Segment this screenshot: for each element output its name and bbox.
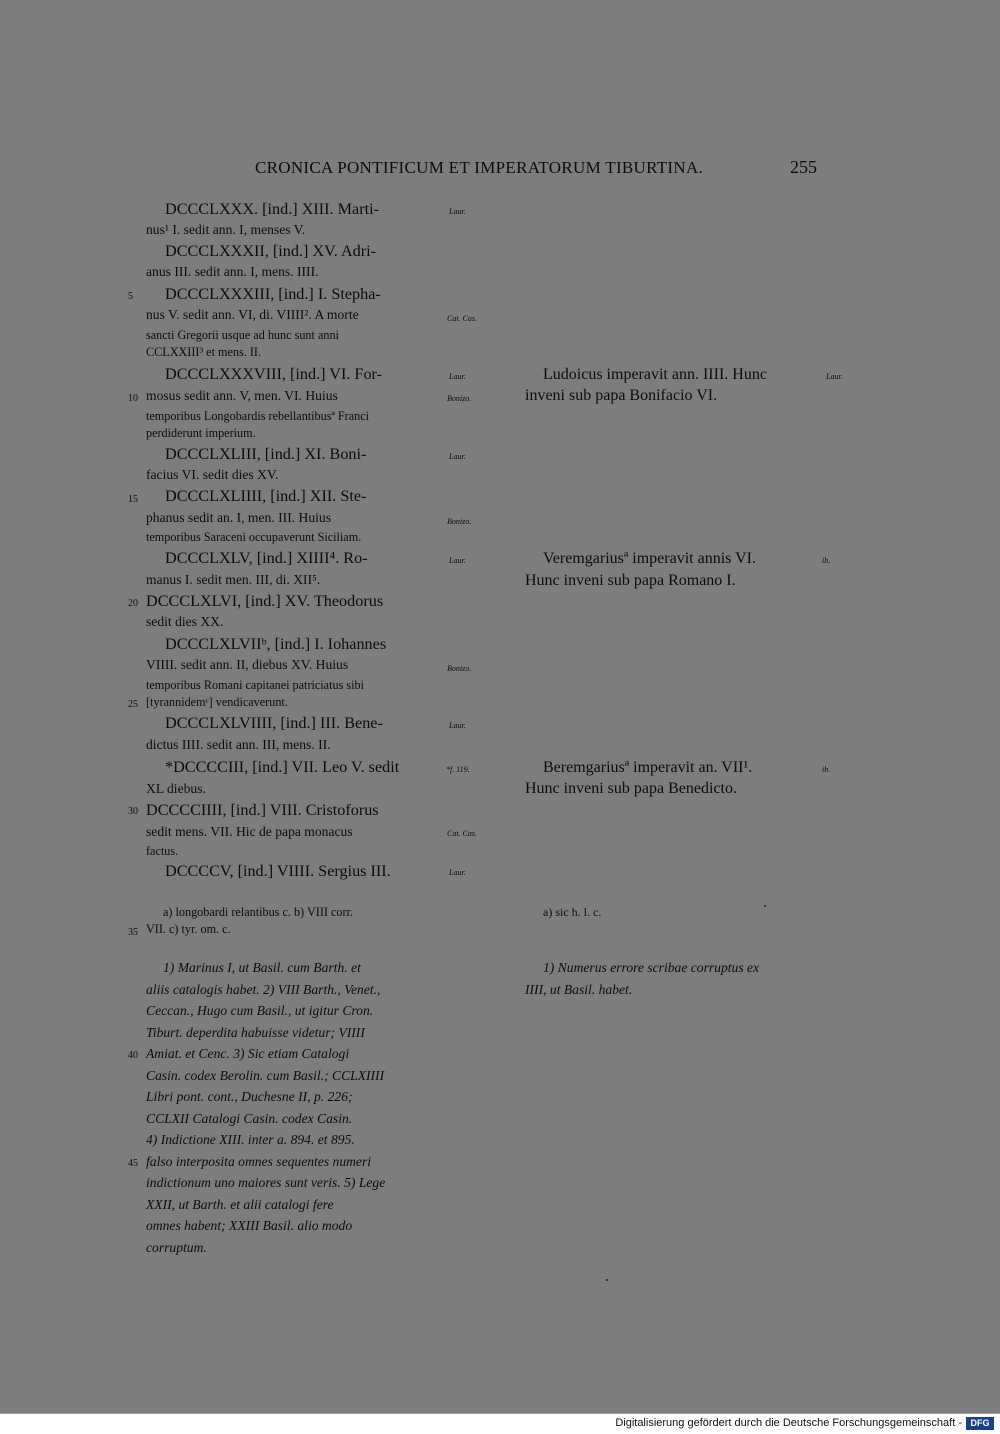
text-line: manus I. sedit men. III, di. XII⁵.	[146, 572, 321, 587]
text-line: phanus sedit an. I, men. III. Huius	[146, 510, 331, 525]
text-line: nus¹ I. sedit ann. I, menses V.	[146, 222, 306, 237]
text-line: mosus sedit ann. V, men. VI. Huius	[146, 388, 338, 403]
text-line: facius VI. sedit dies XV.	[146, 467, 279, 482]
footnote-line: corruptum.	[146, 1240, 207, 1255]
text-line: DCCCLXLVIIᵇ, [ind.] I. Iohannes	[165, 635, 387, 653]
text-line: DCCCLXXX. [ind.] XIII. Marti-	[165, 200, 380, 218]
line-number: 5	[128, 291, 133, 302]
text-line: sancti Gregorii usque ad hunc sunt anni	[146, 328, 339, 342]
footnote-line: Casin. codex Berolin. cum Basil.; CCLXIIII	[146, 1068, 385, 1083]
right-text-line: Hunc inveni sub papa Romano I.	[525, 572, 736, 589]
text-line: CCLXXIII³ et mens. II.	[146, 345, 262, 359]
text-line: DCCCLXLIII, [ind.] XI. Boni-	[165, 445, 367, 463]
variant-note: a) sic h. l. c.	[543, 905, 602, 919]
footnote-line: CCLXII Catalogi Casin. codex Casin.	[146, 1111, 353, 1126]
text-line: DCCCLXLV, [ind.] XIIII⁴. Ro-	[165, 549, 368, 567]
text-line: temporibus Romani capitanei patriciatus sibi	[146, 678, 364, 692]
footnote-line: Ceccan., Hugo cum Basil., ut igitur Cron.	[146, 1003, 374, 1018]
footnote-line: falso interposita omnes sequentes numeri	[146, 1154, 372, 1169]
footnote-line: 1) Numerus errore scribae corruptus ex	[543, 960, 760, 975]
text-line: temporibus Saraceni occupaverunt Siciliam.	[146, 530, 362, 544]
margin-source: Laur.	[449, 868, 466, 877]
footnote-line: omnes habent; XXIII Basil. alio modo	[146, 1218, 353, 1233]
right-text-line: Ludoicus imperavit ann. IIII. Hunc	[543, 366, 767, 383]
footnote-line: aliis catalogis habet. 2) VIII Barth., Venet.,	[146, 982, 381, 997]
right-text-line: inveni sub papa Bonifacio VI.	[525, 387, 718, 404]
text-line: DCCCLXLIIII, [ind.] XII. Ste-	[165, 487, 367, 505]
margin-source: Bonizo.	[447, 664, 472, 673]
text-line: sedit dies XX.	[146, 614, 224, 629]
line-number: 25	[128, 699, 138, 710]
footnote-line: 4) Indictione XIII. inter a. 894. et 895.	[146, 1132, 355, 1147]
text-line: temporibus Longobardis rebellantibusª Franci	[146, 409, 370, 423]
scan-speck	[764, 905, 766, 907]
right-text-line: Hunc inveni sub papa Benedicto.	[525, 780, 737, 797]
line-number: 40	[128, 1050, 138, 1061]
scan-speck	[606, 1279, 608, 1281]
variant-note: VII. c) tyr. om. c.	[146, 922, 231, 936]
dfg-logo[interactable]: DFG	[966, 1417, 994, 1430]
margin-source: Laur.	[449, 207, 466, 216]
margin-source: Cat. Cas.	[447, 829, 478, 838]
margin-source: Cat. Cas.	[447, 314, 478, 323]
text-line: XL diebus.	[146, 781, 206, 796]
text-line: nus V. sedit ann. VI, di. VIIII². A morte	[146, 307, 359, 322]
margin-source: Bonizo.	[447, 394, 472, 403]
margin-source: Laur.	[449, 372, 466, 381]
footer-bar	[0, 1413, 1000, 1434]
text-line: dictus IIII. sedit ann. III, mens. II.	[146, 737, 331, 752]
footnote-line: Tiburt. deperdita habuisse videtur; VIIII	[146, 1025, 365, 1040]
footnote-line: IIII, ut Basil. habet.	[525, 982, 633, 997]
right-text-line: Veremgariusª imperavit annis VI.	[543, 550, 756, 567]
margin-source: Laur.	[826, 372, 843, 381]
line-number: 10	[128, 393, 138, 404]
right-text-line: Beremgariusª imperavit an. VII¹.	[543, 759, 753, 776]
footnote-line: indictionum uno maiores sunt veris. 5) Lege	[146, 1175, 386, 1190]
text-line: DCCCLXXXVIII, [ind.] VI. For-	[165, 365, 382, 383]
footnote-line: 1) Marinus I, ut Basil. cum Barth. et	[163, 960, 361, 975]
line-number: 45	[128, 1158, 138, 1169]
variant-note: a) longobardi relantibus c. b) VIII corr.	[163, 905, 353, 919]
line-number: 20	[128, 598, 138, 609]
text-line: anus III. sedit ann. I, mens. IIII.	[146, 264, 319, 279]
text-line: [tyrannidemᶜ] vendicaverunt.	[146, 695, 288, 709]
text-line: sedit mens. VII. Hic de papa monacus	[146, 824, 353, 839]
page-number: 255	[790, 157, 817, 177]
text-line: DCCCCV, [ind.] VIIII. Sergius III.	[165, 862, 391, 880]
text-line: DCCCLXXXII, [ind.] XV. Adri-	[165, 242, 377, 260]
text-line: factus.	[146, 844, 179, 858]
footnote-line: XXII, ut Barth. et alii catalogi fere	[146, 1197, 334, 1212]
footnote-line: Amiat. et Cenc. 3) Sic etiam Catalogi	[146, 1046, 350, 1061]
funding-notice: Digitalisierung gefördert durch die Deutsche Forschungsgemeinschaft -	[615, 1417, 962, 1429]
margin-source: Laur.	[449, 556, 466, 565]
line-number: 35	[128, 927, 138, 938]
text-line: DCCCLXLVI, [ind.] XV. Theodorus	[146, 592, 384, 610]
running-header: CRONICA PONTIFICUM ET IMPERATORUM TIBURTINA.	[255, 158, 704, 177]
margin-source: Laur.	[449, 452, 466, 461]
text-line: VIIII. sedit ann. II, diebus XV. Huius	[146, 657, 349, 672]
line-number: 15	[128, 494, 138, 505]
text-line: *DCCCCIII, [ind.] VII. Leo V. sedit	[165, 758, 400, 776]
margin-source: Laur.	[449, 721, 466, 730]
text-line: DCCCLXXXIII, [ind.] I. Stepha-	[165, 285, 381, 303]
margin-source: ib.	[822, 556, 831, 565]
margin-source: ib.	[822, 765, 831, 774]
text-line: DCCCCIIII, [ind.] VIII. Cristoforus	[146, 801, 379, 819]
margin-source: *f. 119.	[446, 765, 470, 774]
text-line: perdiderunt imperium.	[146, 426, 256, 440]
text-line: DCCCLXLVIIII, [ind.] III. Bene-	[165, 714, 383, 732]
margin-source: Bonizo.	[447, 517, 472, 526]
footnote-line: Libri pont. cont., Duchesne II, p. 226;	[146, 1089, 353, 1104]
line-number: 30	[128, 806, 138, 817]
